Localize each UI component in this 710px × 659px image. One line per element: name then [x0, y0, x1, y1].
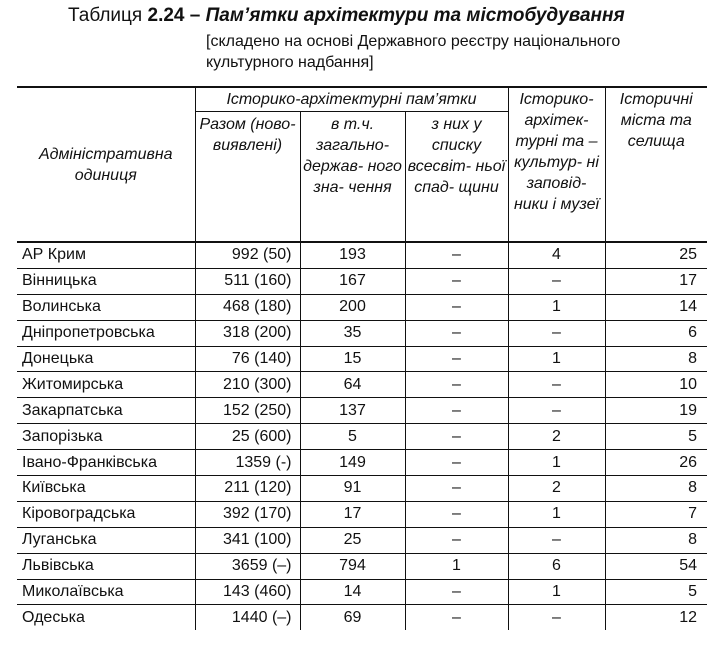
cell-region: Запорізька — [17, 424, 195, 450]
table-row — [17, 346, 707, 372]
cell-historic-towns: 5 — [605, 579, 707, 605]
cell-region: АР Крим — [17, 242, 195, 268]
header-national: в т.ч. загально- держав- ного зна- чення — [300, 112, 405, 243]
cell-historic-towns: 25 — [605, 242, 707, 268]
cell-national: 200 — [300, 294, 405, 320]
cell-world-heritage: – — [405, 268, 508, 294]
cell-total: 318 (200) — [195, 320, 300, 346]
title-dash: – — [189, 5, 201, 26]
cell-reserves: 1 — [508, 501, 605, 527]
cell-region: Закарпатська — [17, 398, 195, 424]
table-body — [17, 242, 707, 630]
cell-world-heritage: – — [405, 242, 508, 268]
cell-national: 14 — [300, 579, 405, 605]
table-row — [17, 476, 707, 502]
table-row — [17, 450, 707, 476]
cell-national: 167 — [300, 268, 405, 294]
cell-national: 137 — [300, 398, 405, 424]
cell-world-heritage: – — [405, 501, 508, 527]
cell-region: Миколаївська — [17, 579, 195, 605]
cell-reserves: 2 — [508, 476, 605, 502]
cell-historic-towns: 8 — [605, 346, 707, 372]
cell-region: Одеська — [22, 608, 85, 626]
cell-total: 152 (250) — [195, 398, 300, 424]
cell-region: Луганська — [17, 527, 195, 553]
header-group-architecture: Історико-архітектурні пам’ятки — [195, 87, 508, 112]
monuments-table — [17, 86, 707, 630]
cell-total: 76 (140) — [195, 346, 300, 372]
table-row — [17, 605, 707, 630]
cell-historic-towns: 26 — [605, 450, 707, 476]
cell-total: 511 (160) — [195, 268, 300, 294]
cell-total: 1440 (–) — [195, 605, 300, 630]
header-region: Адміністративна одиниця — [17, 87, 195, 242]
cell-reserves: 2 — [508, 424, 605, 450]
cell-world-heritage: – — [405, 294, 508, 320]
cell-region: Київська — [17, 476, 195, 502]
cell-region: Житомирська — [17, 372, 195, 398]
cell-national: 5 — [300, 424, 405, 450]
table-row — [17, 553, 707, 579]
cell-total: 468 (180) — [195, 294, 300, 320]
cell-reserves: – — [508, 320, 605, 346]
table-row — [17, 294, 707, 320]
cell-reserves: 1 — [508, 579, 605, 605]
cell-total: 1359 (-) — [195, 450, 300, 476]
cell-national: 794 — [300, 553, 405, 579]
cell-reserves: – — [508, 605, 605, 630]
cell-historic-towns: 14 — [605, 294, 707, 320]
cell-historic-towns: 17 — [605, 268, 707, 294]
cell-national: 35 — [300, 320, 405, 346]
cell-national: 69 — [300, 605, 405, 630]
cell-total: 341 (100) — [195, 527, 300, 553]
cell-national: 91 — [300, 476, 405, 502]
cell-reserves: 1 — [508, 450, 605, 476]
cell-region: Львівська — [17, 553, 195, 579]
cell-reserves: 1 — [508, 294, 605, 320]
cell-reserves: – — [508, 398, 605, 424]
cell-historic-towns: 8 — [605, 476, 707, 502]
table-row — [17, 372, 707, 398]
cell-national: 64 — [300, 372, 405, 398]
cell-historic-towns: 8 — [605, 527, 707, 553]
cell-historic-towns: 6 — [605, 320, 707, 346]
cell-world-heritage: – — [405, 450, 508, 476]
cell-total: 210 (300) — [195, 372, 300, 398]
cell-total: 992 (50) — [195, 242, 300, 268]
cell-historic-towns: 54 — [605, 553, 707, 579]
cell-world-heritage: – — [405, 372, 508, 398]
cell-world-heritage: – — [405, 320, 508, 346]
cell-region: Івано-Франківська — [17, 450, 195, 476]
cell-national: 25 — [300, 527, 405, 553]
cell-reserves: 1 — [508, 346, 605, 372]
cell-region: Волинська — [17, 294, 195, 320]
cell-reserves: – — [508, 268, 605, 294]
header-world-heritage: з них у списку всесвіт- ньої спад- щини — [405, 112, 508, 243]
cell-historic-towns: 19 — [605, 398, 707, 424]
header-historic-towns: Історичні міста та селища — [605, 87, 707, 242]
table-row — [17, 320, 707, 346]
table-source-note: [складено на основі Державного реєстру національного культурного надбання] — [206, 33, 621, 71]
table-title — [68, 4, 708, 28]
cell-reserves: 4 — [508, 242, 605, 268]
cell-historic-towns: 10 — [605, 372, 707, 398]
cell-region: Вінницька — [17, 268, 195, 294]
cell-total: 25 (600) — [195, 424, 300, 450]
table-row — [17, 268, 707, 294]
cell-region: Кіровоградська — [17, 501, 195, 527]
header-reserves: Історико- архітек- турні та –культур- ні заповід- ники і музеї — [508, 87, 605, 242]
title-label: Таблиця — [68, 5, 143, 26]
cell-world-heritage: – — [405, 527, 508, 553]
cell-total: 3659 (–) — [195, 553, 300, 579]
cell-reserves: – — [508, 372, 605, 398]
cell-region: Донецька — [17, 346, 195, 372]
table-row — [17, 398, 707, 424]
cell-reserves: 6 — [508, 553, 605, 579]
cell-total: 143 (460) — [195, 579, 300, 605]
title-name: Пам’ятки архітектури та містобудування — [205, 5, 625, 26]
cell-total: 211 (120) — [195, 476, 300, 502]
cell-world-heritage: – — [405, 424, 508, 450]
table-row — [17, 527, 707, 553]
header-total: Разом (ново- виявлені) — [195, 112, 300, 243]
cell-historic-towns: 12 — [605, 605, 707, 630]
table-row — [17, 501, 707, 527]
cell-historic-towns: 7 — [605, 501, 707, 527]
cell-historic-towns: 5 — [605, 424, 707, 450]
cell-world-heritage: – — [405, 476, 508, 502]
cell-national: 17 — [300, 501, 405, 527]
cell-national: 15 — [300, 346, 405, 372]
cell-world-heritage: – — [405, 346, 508, 372]
cell-world-heritage: – — [405, 398, 508, 424]
cell-national: 149 — [300, 450, 405, 476]
cell-reserves: – — [508, 527, 605, 553]
cell-world-heritage: – — [405, 579, 508, 605]
cell-national: 193 — [300, 242, 405, 268]
title-number: 2.24 — [147, 5, 185, 26]
cell-world-heritage: – — [405, 605, 508, 630]
table-row — [17, 242, 707, 268]
cell-total: 392 (170) — [195, 501, 300, 527]
cell-region: Дніпропетровська — [17, 320, 195, 346]
table-row — [17, 579, 707, 605]
table-row — [17, 424, 707, 450]
cell-world-heritage: 1 — [405, 553, 508, 579]
